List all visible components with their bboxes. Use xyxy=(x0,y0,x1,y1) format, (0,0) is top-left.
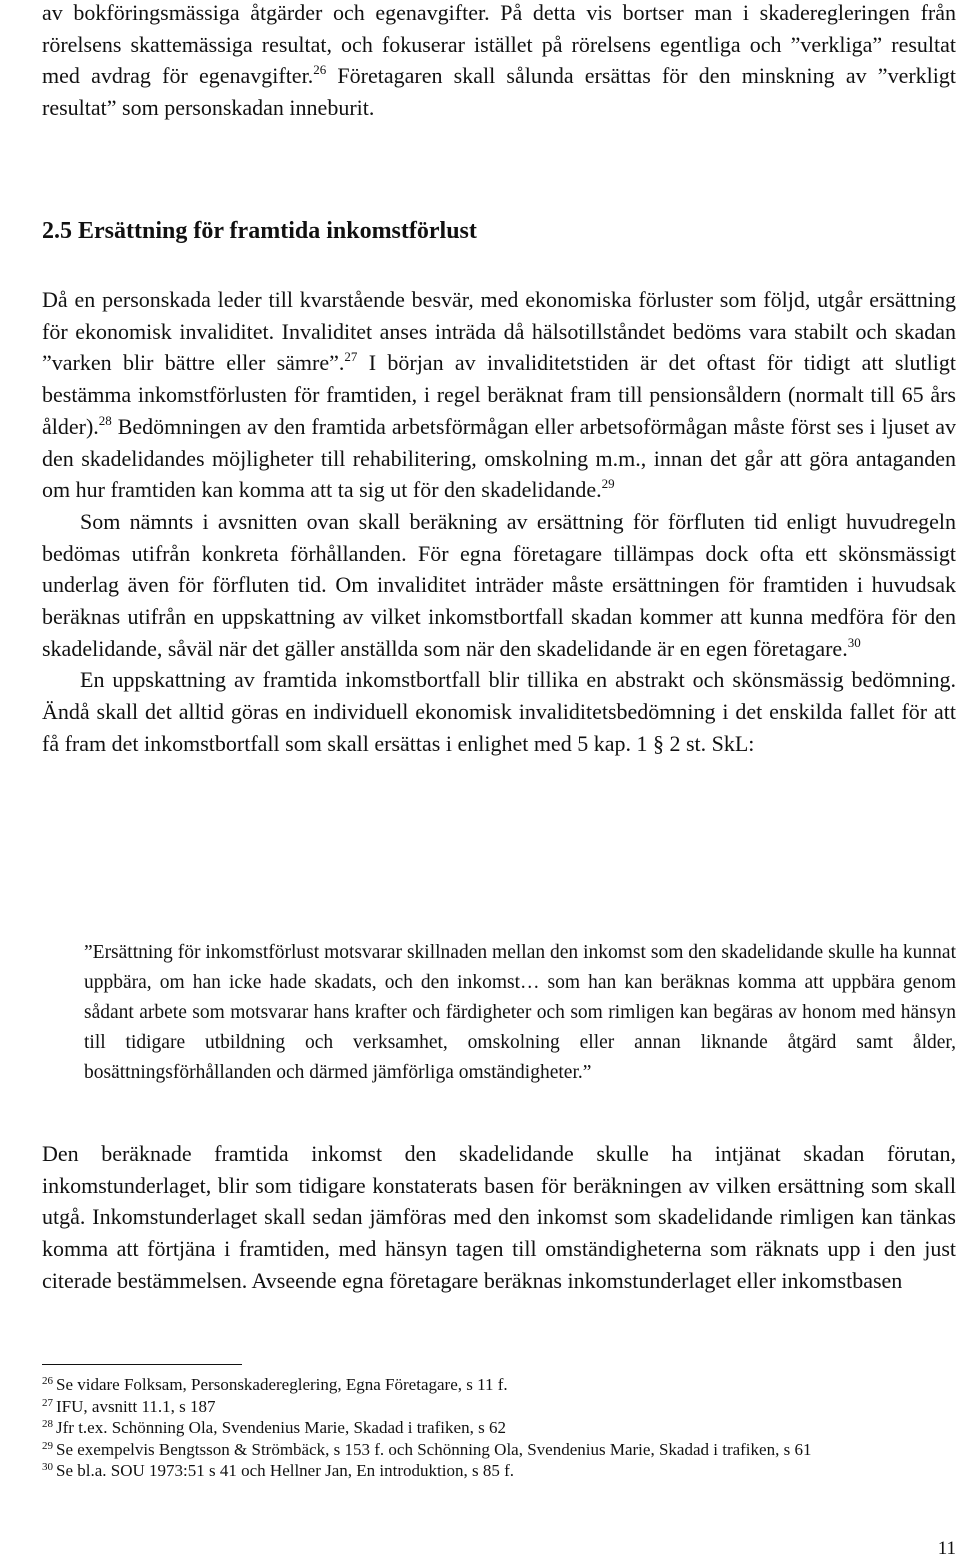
page-number: 11 xyxy=(937,1538,956,1559)
footnote-ref-30[interactable]: 30 xyxy=(847,634,861,650)
footnote-divider xyxy=(42,1364,242,1365)
footnote-text: IFU, avsnitt 11.1, s 187 xyxy=(56,1396,216,1416)
main-text-block xyxy=(42,284,956,760)
invaliditet-text-3: Bedömningen av den framtida arbetsförmågan eller arbetsoförmågan måste först ses i ljuset av den skadelidandes möjligheter till rehabilitering, omskolning m.m., innan det går att göra antaganden om hur framtiden kan komma att ta sig ut för den skadelidande. xyxy=(42,413,956,503)
footnote-text: Se vidare Folksam, Personskadereglering, Egna Företagare, s 11 f. xyxy=(56,1375,508,1394)
footnote-number: 28 xyxy=(42,1418,53,1430)
opening-text-2: Företagaren skall sålunda ersättas för den minskning av ”verkligt resultat” som personskadan inneburit. xyxy=(42,63,957,121)
footnote-number: 26 xyxy=(42,1375,53,1387)
footnote-27 xyxy=(42,1396,956,1418)
footnote-text: Se exempelvis Bengtsson & Strömbäck, s 153 f. och Schönning Ola, Svendenius Marie, Skadad i trafiken, s 61 xyxy=(56,1439,812,1459)
footnote-number: 29 xyxy=(42,1439,53,1452)
opening-paragraph xyxy=(42,0,956,124)
footnote-text: Jfr t.ex. Schönning Ola, Svendenius Marie, Skadad i trafiken, s 62 xyxy=(56,1418,506,1437)
footnote-text: Se bl.a. SOU 1973:51 s 41 och Hellner Jan, En introduktion, s 85 f. xyxy=(56,1461,515,1480)
law-quote: ”Ersättning för inkomstförlust motsvarar skillnaden mellan den inkomst som den skadelidande skulle ha kunnat uppbära, om han icke hade skadats, och den inkomst… som han kan beräknas komma att uppbära genom sådant arbete som motsvarar hans krafter och färdigheter och som rimligen kan begäras av honom med hänsyn till tidigare utbildning och verksamhet, omskolning eller annan liknande åtgärd samt ålder, bosättningsförhållanden och därmed jämförliga omständigheter.” xyxy=(84,942,956,1083)
opening-text-1: av bokföringsmässiga åtgärder och egenavgifter. På detta vis bortser man i skaderegleringen från rörelsens skattemässiga resultat, och fokuserar istället på rörelsens egentliga och ”verkliga” resultat med avdrag för egenavgifter. xyxy=(42,0,956,89)
footnote-26 xyxy=(42,1374,956,1396)
paragraph-inkomstunderlag: Den beräknade framtida inkomst den skadelidande skulle ha intjänat skadan förutan, inkomstunderlaget, blir som tidigare konstaterats basen för beräkningen av vilken ersättning som skall utgå. Inkomstunderlaget skall sedan jämföras med den inkomst som skadelidande rimligen kan tänkas komma att förtjäna i framtiden, med hänsyn tagen till omständigheterna som räknats upp i den just citerade bestämmelsen. Avseende egna företagare beräknas inkomstunderlaget eller inkomstbasen xyxy=(42,1141,956,1293)
forfluten-text: Som nämnts i avsnitten ovan skall beräkning av ersättning för förfluten tid enligt huvudregeln bedömas utifrån konkreta förhållanden. För egna företagare tillämpas dock ofta ett skönsmässigt underlag även för förfluten tid. Om invaliditet inträder måste ersättningen för framtiden i huvudsak beräknas utifrån en uppskattning av vilket inkomstbortfall skadan kommer att kunna medföra för den skadelidande, såväl när det gäller anställda som när den skadelidande är en egen företagare. xyxy=(42,508,956,661)
footnotes xyxy=(42,1374,956,1482)
footnote-ref-27[interactable]: 27 xyxy=(344,349,358,365)
footnote-number: 27 xyxy=(42,1396,53,1409)
section-heading: 2.5 Ersättning för framtida inkomstförlust xyxy=(42,218,477,244)
invaliditet-text-2: I början av invaliditetstiden är det oftast för tidigt att slutligt bestämma inkomstförlusten för framtiden, i regel beräknat fram till pensionsåldern (normalt till 65 års ålder). xyxy=(42,350,957,439)
paragraph-forfluten xyxy=(42,506,956,665)
footnote-ref-28[interactable]: 28 xyxy=(98,412,112,428)
footnote-ref-29[interactable]: 29 xyxy=(601,476,615,492)
footnote-30 xyxy=(42,1460,956,1482)
paragraph-uppskattning: En uppskattning av framtida inkomstbortfall blir tillika en abstrakt och skönsmässig bedömning. Ändå skall det alltid göras en individuell ekonomisk invaliditetsbedömning i det enskilda fallet för att få fram det inkomstbortfall som skall ersättas i enlighet med 5 kap. 1 § 2 st. SkL: xyxy=(42,667,956,756)
footnote-28 xyxy=(42,1417,956,1439)
invaliditet-text-1: Då en personskada leder till kvarstående besvär, med ekonomiska förluster som följd, utgår ersättning för ekonomisk invaliditet. Invaliditet anses inträda då hälsotillståndet bedöms vara stabilt och skadan ”varken blir bättre eller sämre”. xyxy=(42,287,956,376)
footnote-29 xyxy=(42,1439,956,1461)
paragraph-invaliditet xyxy=(42,284,956,506)
footnote-ref-26[interactable]: 26 xyxy=(313,62,327,78)
footnote-number: 30 xyxy=(42,1461,53,1473)
